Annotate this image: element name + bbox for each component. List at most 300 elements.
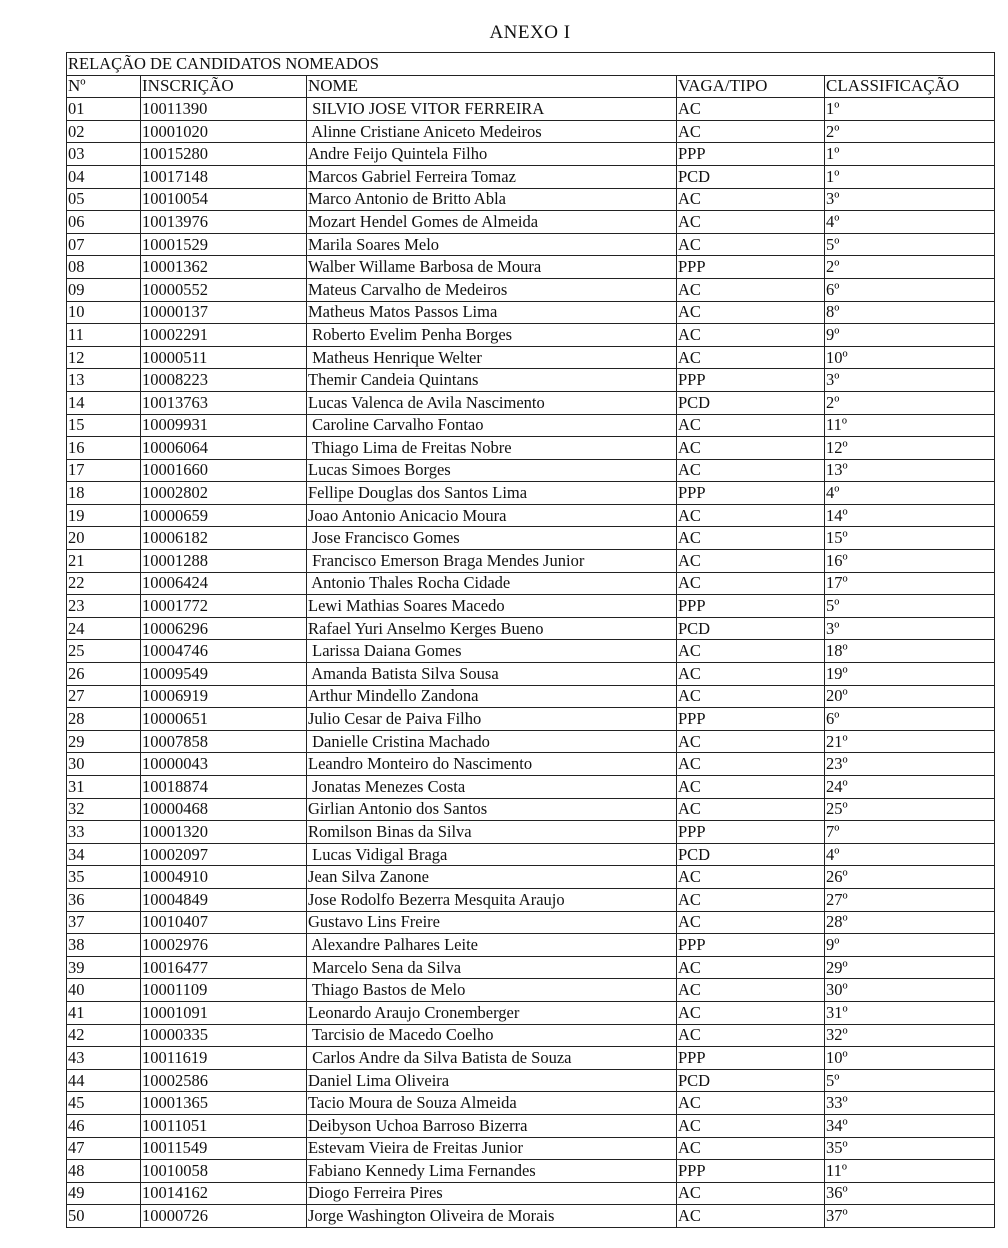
- table-row: [67, 1024, 995, 1047]
- cell-vaga-tipo: PPP: [677, 1047, 825, 1070]
- cell-vaga-tipo: PCD: [677, 843, 825, 866]
- cell-classificacao: 3º: [825, 617, 995, 640]
- cell-classificacao: 27º: [825, 888, 995, 911]
- cell-classificacao: 3º: [825, 369, 995, 392]
- caption-row: [67, 53, 995, 76]
- cell-vaga-tipo: AC: [677, 640, 825, 663]
- cell-number: 43: [67, 1047, 141, 1070]
- table-row: [67, 956, 995, 979]
- cell-nome: Carlos Andre da Silva Batista de Souza: [307, 1047, 677, 1070]
- cell-vaga-tipo: AC: [677, 798, 825, 821]
- cell-vaga-tipo: PCD: [677, 1069, 825, 1092]
- page-title: ANEXO I: [489, 22, 571, 43]
- cell-vaga-tipo: PPP: [677, 143, 825, 166]
- cell-classificacao: 4º: [825, 211, 995, 234]
- cell-number: 12: [67, 346, 141, 369]
- cell-vaga-tipo: AC: [677, 663, 825, 686]
- cell-number: 07: [67, 233, 141, 256]
- table-row: [67, 550, 995, 573]
- cell-classificacao: 4º: [825, 482, 995, 505]
- cell-classificacao: 2º: [825, 120, 995, 143]
- table-row: [67, 301, 995, 324]
- cell-inscricao: 10002291: [141, 324, 307, 347]
- cell-number: 17: [67, 459, 141, 482]
- cell-inscricao: 10000335: [141, 1024, 307, 1047]
- cell-number: 45: [67, 1092, 141, 1115]
- cell-nome: Roberto Evelim Penha Borges: [307, 324, 677, 347]
- cell-inscricao: 10014162: [141, 1182, 307, 1205]
- cell-inscricao: 10002976: [141, 934, 307, 957]
- cell-inscricao: 10010058: [141, 1160, 307, 1183]
- cell-nome: Larissa Daiana Gomes: [307, 640, 677, 663]
- cell-vaga-tipo: PPP: [677, 595, 825, 618]
- cell-classificacao: 17º: [825, 572, 995, 595]
- cell-nome: Marcelo Sena da Silva: [307, 956, 677, 979]
- table-row: [67, 324, 995, 347]
- table-row: [67, 233, 995, 256]
- cell-number: 18: [67, 482, 141, 505]
- cell-vaga-tipo: PPP: [677, 934, 825, 957]
- cell-inscricao: 10018874: [141, 776, 307, 799]
- cell-number: 35: [67, 866, 141, 889]
- cell-vaga-tipo: PCD: [677, 165, 825, 188]
- cell-vaga-tipo: AC: [677, 459, 825, 482]
- cell-classificacao: 9º: [825, 934, 995, 957]
- cell-vaga-tipo: PPP: [677, 821, 825, 844]
- cell-inscricao: 10013763: [141, 391, 307, 414]
- cell-inscricao: 10007858: [141, 730, 307, 753]
- cell-nome: Jose Rodolfo Bezerra Mesquita Araujo: [307, 888, 677, 911]
- cell-nome: Alinne Cristiane Aniceto Medeiros: [307, 120, 677, 143]
- cell-number: 46: [67, 1114, 141, 1137]
- cell-inscricao: 10001529: [141, 233, 307, 256]
- cell-classificacao: 30º: [825, 979, 995, 1002]
- cell-classificacao: 16º: [825, 550, 995, 573]
- cell-classificacao: 5º: [825, 1069, 995, 1092]
- cell-nome: Julio Cesar de Paiva Filho: [307, 708, 677, 731]
- cell-inscricao: 10004849: [141, 888, 307, 911]
- cell-nome: Jose Francisco Gomes: [307, 527, 677, 550]
- table-row: [67, 346, 995, 369]
- cell-vaga-tipo: AC: [677, 437, 825, 460]
- table-row: [67, 640, 995, 663]
- cell-vaga-tipo: PPP: [677, 708, 825, 731]
- cell-inscricao: 10000043: [141, 753, 307, 776]
- cell-inscricao: 10001109: [141, 979, 307, 1002]
- cell-number: 32: [67, 798, 141, 821]
- table-row: [67, 730, 995, 753]
- cell-number: 02: [67, 120, 141, 143]
- cell-vaga-tipo: AC: [677, 233, 825, 256]
- cell-nome: Thiago Lima de Freitas Nobre: [307, 437, 677, 460]
- cell-vaga-tipo: AC: [677, 753, 825, 776]
- cell-classificacao: 8º: [825, 301, 995, 324]
- cell-inscricao: 10013976: [141, 211, 307, 234]
- cell-vaga-tipo: AC: [677, 956, 825, 979]
- cell-vaga-tipo: PCD: [677, 391, 825, 414]
- table-row: [67, 843, 995, 866]
- cell-inscricao: 10011549: [141, 1137, 307, 1160]
- cell-nome: Jonatas Menezes Costa: [307, 776, 677, 799]
- cell-nome: Lewi Mathias Soares Macedo: [307, 595, 677, 618]
- cell-number: 23: [67, 595, 141, 618]
- cell-nome: Romilson Binas da Silva: [307, 821, 677, 844]
- cell-number: 11: [67, 324, 141, 347]
- cell-nome: Daniel Lima Oliveira: [307, 1069, 677, 1092]
- cell-vaga-tipo: AC: [677, 911, 825, 934]
- cell-classificacao: 2º: [825, 391, 995, 414]
- table-row: [67, 482, 995, 505]
- table-row: [67, 866, 995, 889]
- table-row: [67, 1069, 995, 1092]
- table-row: [67, 685, 995, 708]
- table-row: [67, 1047, 995, 1070]
- cell-number: 47: [67, 1137, 141, 1160]
- cell-nome: Joao Antonio Anicacio Moura: [307, 504, 677, 527]
- table-row: [67, 459, 995, 482]
- cell-classificacao: 23º: [825, 753, 995, 776]
- cell-nome: Estevam Vieira de Freitas Junior: [307, 1137, 677, 1160]
- cell-classificacao: 5º: [825, 595, 995, 618]
- cell-inscricao: 10010054: [141, 188, 307, 211]
- cell-inscricao: 10001091: [141, 1001, 307, 1024]
- cell-nome: Mateus Carvalho de Medeiros: [307, 278, 677, 301]
- cell-nome: Marco Antonio de Britto Abla: [307, 188, 677, 211]
- cell-vaga-tipo: AC: [677, 685, 825, 708]
- cell-classificacao: 9º: [825, 324, 995, 347]
- cell-nome: Rafael Yuri Anselmo Kerges Bueno: [307, 617, 677, 640]
- cell-inscricao: 10000659: [141, 504, 307, 527]
- cell-inscricao: 10001660: [141, 459, 307, 482]
- cell-classificacao: 12º: [825, 437, 995, 460]
- cell-number: 03: [67, 143, 141, 166]
- cell-vaga-tipo: AC: [677, 572, 825, 595]
- cell-vaga-tipo: AC: [677, 730, 825, 753]
- cell-number: 09: [67, 278, 141, 301]
- cell-inscricao: 10008223: [141, 369, 307, 392]
- cell-vaga-tipo: PCD: [677, 617, 825, 640]
- table-row: [67, 934, 995, 957]
- table-row: [67, 120, 995, 143]
- cell-nome: Fabiano Kennedy Lima Fernandes: [307, 1160, 677, 1183]
- table-row: [67, 504, 995, 527]
- cell-vaga-tipo: AC: [677, 278, 825, 301]
- table-row: [67, 1001, 995, 1024]
- cell-nome: Walber Willame Barbosa de Moura: [307, 256, 677, 279]
- cell-inscricao: 10011051: [141, 1114, 307, 1137]
- cell-classificacao: 10º: [825, 1047, 995, 1070]
- cell-number: 20: [67, 527, 141, 550]
- cell-classificacao: 13º: [825, 459, 995, 482]
- cell-vaga-tipo: AC: [677, 888, 825, 911]
- header-cell-inscricao: INSCRIÇÃO: [141, 75, 307, 98]
- cell-inscricao: 10015280: [141, 143, 307, 166]
- cell-nome: Jorge Washington Oliveira de Morais: [307, 1205, 677, 1228]
- cell-classificacao: 4º: [825, 843, 995, 866]
- cell-inscricao: 10001320: [141, 821, 307, 844]
- cell-nome: Andre Feijo Quintela Filho: [307, 143, 677, 166]
- table-row: [67, 165, 995, 188]
- cell-classificacao: 24º: [825, 776, 995, 799]
- cell-classificacao: 1º: [825, 98, 995, 121]
- cell-inscricao: 10000651: [141, 708, 307, 731]
- cell-classificacao: 35º: [825, 1137, 995, 1160]
- cell-inscricao: 10006064: [141, 437, 307, 460]
- table-row: [67, 1160, 995, 1183]
- cell-vaga-tipo: AC: [677, 1024, 825, 1047]
- cell-classificacao: 33º: [825, 1092, 995, 1115]
- table-row: [67, 1205, 995, 1228]
- table-row: [67, 979, 995, 1002]
- table-row: [67, 663, 995, 686]
- header-row: [67, 75, 995, 98]
- cell-nome: Alexandre Palhares Leite: [307, 934, 677, 957]
- cell-number: 26: [67, 663, 141, 686]
- cell-number: 27: [67, 685, 141, 708]
- cell-number: 50: [67, 1205, 141, 1228]
- cell-number: 21: [67, 550, 141, 573]
- cell-inscricao: 10009549: [141, 663, 307, 686]
- cell-inscricao: 10006424: [141, 572, 307, 595]
- cell-classificacao: 36º: [825, 1182, 995, 1205]
- table-row: [67, 1137, 995, 1160]
- cell-number: 30: [67, 753, 141, 776]
- cell-inscricao: 10000552: [141, 278, 307, 301]
- cell-nome: Francisco Emerson Braga Mendes Junior: [307, 550, 677, 573]
- cell-number: 36: [67, 888, 141, 911]
- cell-number: 28: [67, 708, 141, 731]
- table-row: [67, 278, 995, 301]
- cell-vaga-tipo: AC: [677, 866, 825, 889]
- cell-classificacao: 32º: [825, 1024, 995, 1047]
- cell-vaga-tipo: AC: [677, 1092, 825, 1115]
- cell-inscricao: 10006919: [141, 685, 307, 708]
- table-row: [67, 595, 995, 618]
- cell-classificacao: 31º: [825, 1001, 995, 1024]
- cell-classificacao: 11º: [825, 414, 995, 437]
- cell-number: 39: [67, 956, 141, 979]
- cell-nome: Lucas Vidigal Braga: [307, 843, 677, 866]
- cell-classificacao: 21º: [825, 730, 995, 753]
- cell-vaga-tipo: AC: [677, 414, 825, 437]
- cell-vaga-tipo: AC: [677, 120, 825, 143]
- cell-nome: Caroline Carvalho Fontao: [307, 414, 677, 437]
- cell-vaga-tipo: AC: [677, 1114, 825, 1137]
- cell-nome: Gustavo Lins Freire: [307, 911, 677, 934]
- cell-nome: Leonardo Araujo Cronemberger: [307, 1001, 677, 1024]
- table-row: [67, 798, 995, 821]
- header-cell-classificacao: CLASSIFICAÇÃO: [825, 75, 995, 98]
- table-row: [67, 369, 995, 392]
- cell-classificacao: 18º: [825, 640, 995, 663]
- cell-nome: Tacio Moura de Souza Almeida: [307, 1092, 677, 1115]
- cell-classificacao: 25º: [825, 798, 995, 821]
- cell-classificacao: 19º: [825, 663, 995, 686]
- cell-classificacao: 2º: [825, 256, 995, 279]
- cell-nome: Thiago Bastos de Melo: [307, 979, 677, 1002]
- cell-classificacao: 3º: [825, 188, 995, 211]
- cell-nome: Matheus Matos Passos Lima: [307, 301, 677, 324]
- cell-number: 29: [67, 730, 141, 753]
- cell-inscricao: 10006296: [141, 617, 307, 640]
- cell-inscricao: 10002097: [141, 843, 307, 866]
- cell-classificacao: 37º: [825, 1205, 995, 1228]
- cell-inscricao: 10006182: [141, 527, 307, 550]
- cell-vaga-tipo: AC: [677, 98, 825, 121]
- cell-number: 44: [67, 1069, 141, 1092]
- cell-number: 16: [67, 437, 141, 460]
- cell-number: 08: [67, 256, 141, 279]
- cell-nome: Marcos Gabriel Ferreira Tomaz: [307, 165, 677, 188]
- cell-inscricao: 10000511: [141, 346, 307, 369]
- cell-vaga-tipo: AC: [677, 346, 825, 369]
- cell-nome: Lucas Simoes Borges: [307, 459, 677, 482]
- cell-vaga-tipo: PPP: [677, 1160, 825, 1183]
- cell-number: 13: [67, 369, 141, 392]
- cell-nome: Girlian Antonio dos Santos: [307, 798, 677, 821]
- cell-nome: Deibyson Uchoa Barroso Bizerra: [307, 1114, 677, 1137]
- cell-inscricao: 10001020: [141, 120, 307, 143]
- cell-classificacao: 15º: [825, 527, 995, 550]
- cell-nome: Marila Soares Melo: [307, 233, 677, 256]
- table-row: [67, 708, 995, 731]
- cell-number: 48: [67, 1160, 141, 1183]
- cell-vaga-tipo: AC: [677, 504, 825, 527]
- cell-classificacao: 6º: [825, 708, 995, 731]
- cell-inscricao: 10011390: [141, 98, 307, 121]
- cell-vaga-tipo: PPP: [677, 256, 825, 279]
- cell-nome: SILVIO JOSE VITOR FERREIRA: [307, 98, 677, 121]
- cell-classificacao: 5º: [825, 233, 995, 256]
- header-cell-nome: NOME: [307, 75, 677, 98]
- cell-inscricao: 10001772: [141, 595, 307, 618]
- cell-nome: Danielle Cristina Machado: [307, 730, 677, 753]
- table-row: [67, 527, 995, 550]
- cell-nome: Diogo Ferreira Pires: [307, 1182, 677, 1205]
- cell-classificacao: 11º: [825, 1160, 995, 1183]
- cell-inscricao: 10004746: [141, 640, 307, 663]
- table-row: [67, 572, 995, 595]
- table-row: [67, 414, 995, 437]
- cell-classificacao: 1º: [825, 165, 995, 188]
- cell-classificacao: 20º: [825, 685, 995, 708]
- cell-number: 25: [67, 640, 141, 663]
- cell-nome: Arthur Mindello Zandona: [307, 685, 677, 708]
- cell-nome: Tarcisio de Macedo Coelho: [307, 1024, 677, 1047]
- table-caption: RELAÇÃO DE CANDIDATOS NOMEADOS: [67, 53, 995, 76]
- cell-number: 06: [67, 211, 141, 234]
- cell-nome: Jean Silva Zanone: [307, 866, 677, 889]
- cell-vaga-tipo: AC: [677, 527, 825, 550]
- cell-classificacao: 34º: [825, 1114, 995, 1137]
- cell-number: 42: [67, 1024, 141, 1047]
- cell-number: 19: [67, 504, 141, 527]
- cell-inscricao: 10016477: [141, 956, 307, 979]
- cell-number: 14: [67, 391, 141, 414]
- cell-number: 22: [67, 572, 141, 595]
- cell-number: 34: [67, 843, 141, 866]
- cell-vaga-tipo: AC: [677, 979, 825, 1002]
- cell-vaga-tipo: AC: [677, 301, 825, 324]
- cell-number: 05: [67, 188, 141, 211]
- cell-inscricao: 10000468: [141, 798, 307, 821]
- cell-number: 01: [67, 98, 141, 121]
- table-row: [67, 1114, 995, 1137]
- table-row: [67, 888, 995, 911]
- cell-nome: Antonio Thales Rocha Cidade: [307, 572, 677, 595]
- cell-vaga-tipo: AC: [677, 1001, 825, 1024]
- header-cell-vaga-tipo: VAGA/TIPO: [677, 75, 825, 98]
- table-row: [67, 211, 995, 234]
- cell-classificacao: 1º: [825, 143, 995, 166]
- cell-vaga-tipo: AC: [677, 776, 825, 799]
- cell-inscricao: 10000137: [141, 301, 307, 324]
- cell-nome: Themir Candeia Quintans: [307, 369, 677, 392]
- cell-nome: Leandro Monteiro do Nascimento: [307, 753, 677, 776]
- table-row: [67, 1182, 995, 1205]
- cell-inscricao: 10010407: [141, 911, 307, 934]
- cell-vaga-tipo: AC: [677, 1182, 825, 1205]
- cell-inscricao: 10009931: [141, 414, 307, 437]
- table-row: [67, 617, 995, 640]
- cell-classificacao: 6º: [825, 278, 995, 301]
- cell-number: 10: [67, 301, 141, 324]
- cell-number: 37: [67, 911, 141, 934]
- cell-inscricao: 10011619: [141, 1047, 307, 1070]
- cell-inscricao: 10002586: [141, 1069, 307, 1092]
- cell-number: 49: [67, 1182, 141, 1205]
- cell-number: 38: [67, 934, 141, 957]
- cell-classificacao: 14º: [825, 504, 995, 527]
- table-row: [67, 753, 995, 776]
- cell-nome: Fellipe Douglas dos Santos Lima: [307, 482, 677, 505]
- cell-vaga-tipo: AC: [677, 550, 825, 573]
- cell-nome: Lucas Valenca de Avila Nascimento: [307, 391, 677, 414]
- cell-number: 31: [67, 776, 141, 799]
- cell-inscricao: 10001288: [141, 550, 307, 573]
- table-row: [67, 437, 995, 460]
- cell-classificacao: 7º: [825, 821, 995, 844]
- table-row: [67, 821, 995, 844]
- cell-vaga-tipo: PPP: [677, 482, 825, 505]
- cell-vaga-tipo: AC: [677, 1205, 825, 1228]
- table-row: [67, 776, 995, 799]
- table-row: [67, 391, 995, 414]
- cell-number: 04: [67, 165, 141, 188]
- cell-inscricao: 10004910: [141, 866, 307, 889]
- cell-number: 33: [67, 821, 141, 844]
- cell-vaga-tipo: AC: [677, 324, 825, 347]
- table-row: [67, 911, 995, 934]
- cell-inscricao: 10000726: [141, 1205, 307, 1228]
- cell-number: 41: [67, 1001, 141, 1024]
- cell-classificacao: 26º: [825, 866, 995, 889]
- cell-nome: Mozart Hendel Gomes de Almeida: [307, 211, 677, 234]
- table-row: [67, 1092, 995, 1115]
- table-row: [67, 188, 995, 211]
- cell-number: 24: [67, 617, 141, 640]
- cell-number: 15: [67, 414, 141, 437]
- cell-number: 40: [67, 979, 141, 1002]
- cell-classificacao: 10º: [825, 346, 995, 369]
- cell-vaga-tipo: PPP: [677, 369, 825, 392]
- cell-vaga-tipo: AC: [677, 211, 825, 234]
- table-row: [67, 256, 995, 279]
- cell-inscricao: 10002802: [141, 482, 307, 505]
- cell-inscricao: 10017148: [141, 165, 307, 188]
- cell-nome: Amanda Batista Silva Sousa: [307, 663, 677, 686]
- cell-vaga-tipo: AC: [677, 1137, 825, 1160]
